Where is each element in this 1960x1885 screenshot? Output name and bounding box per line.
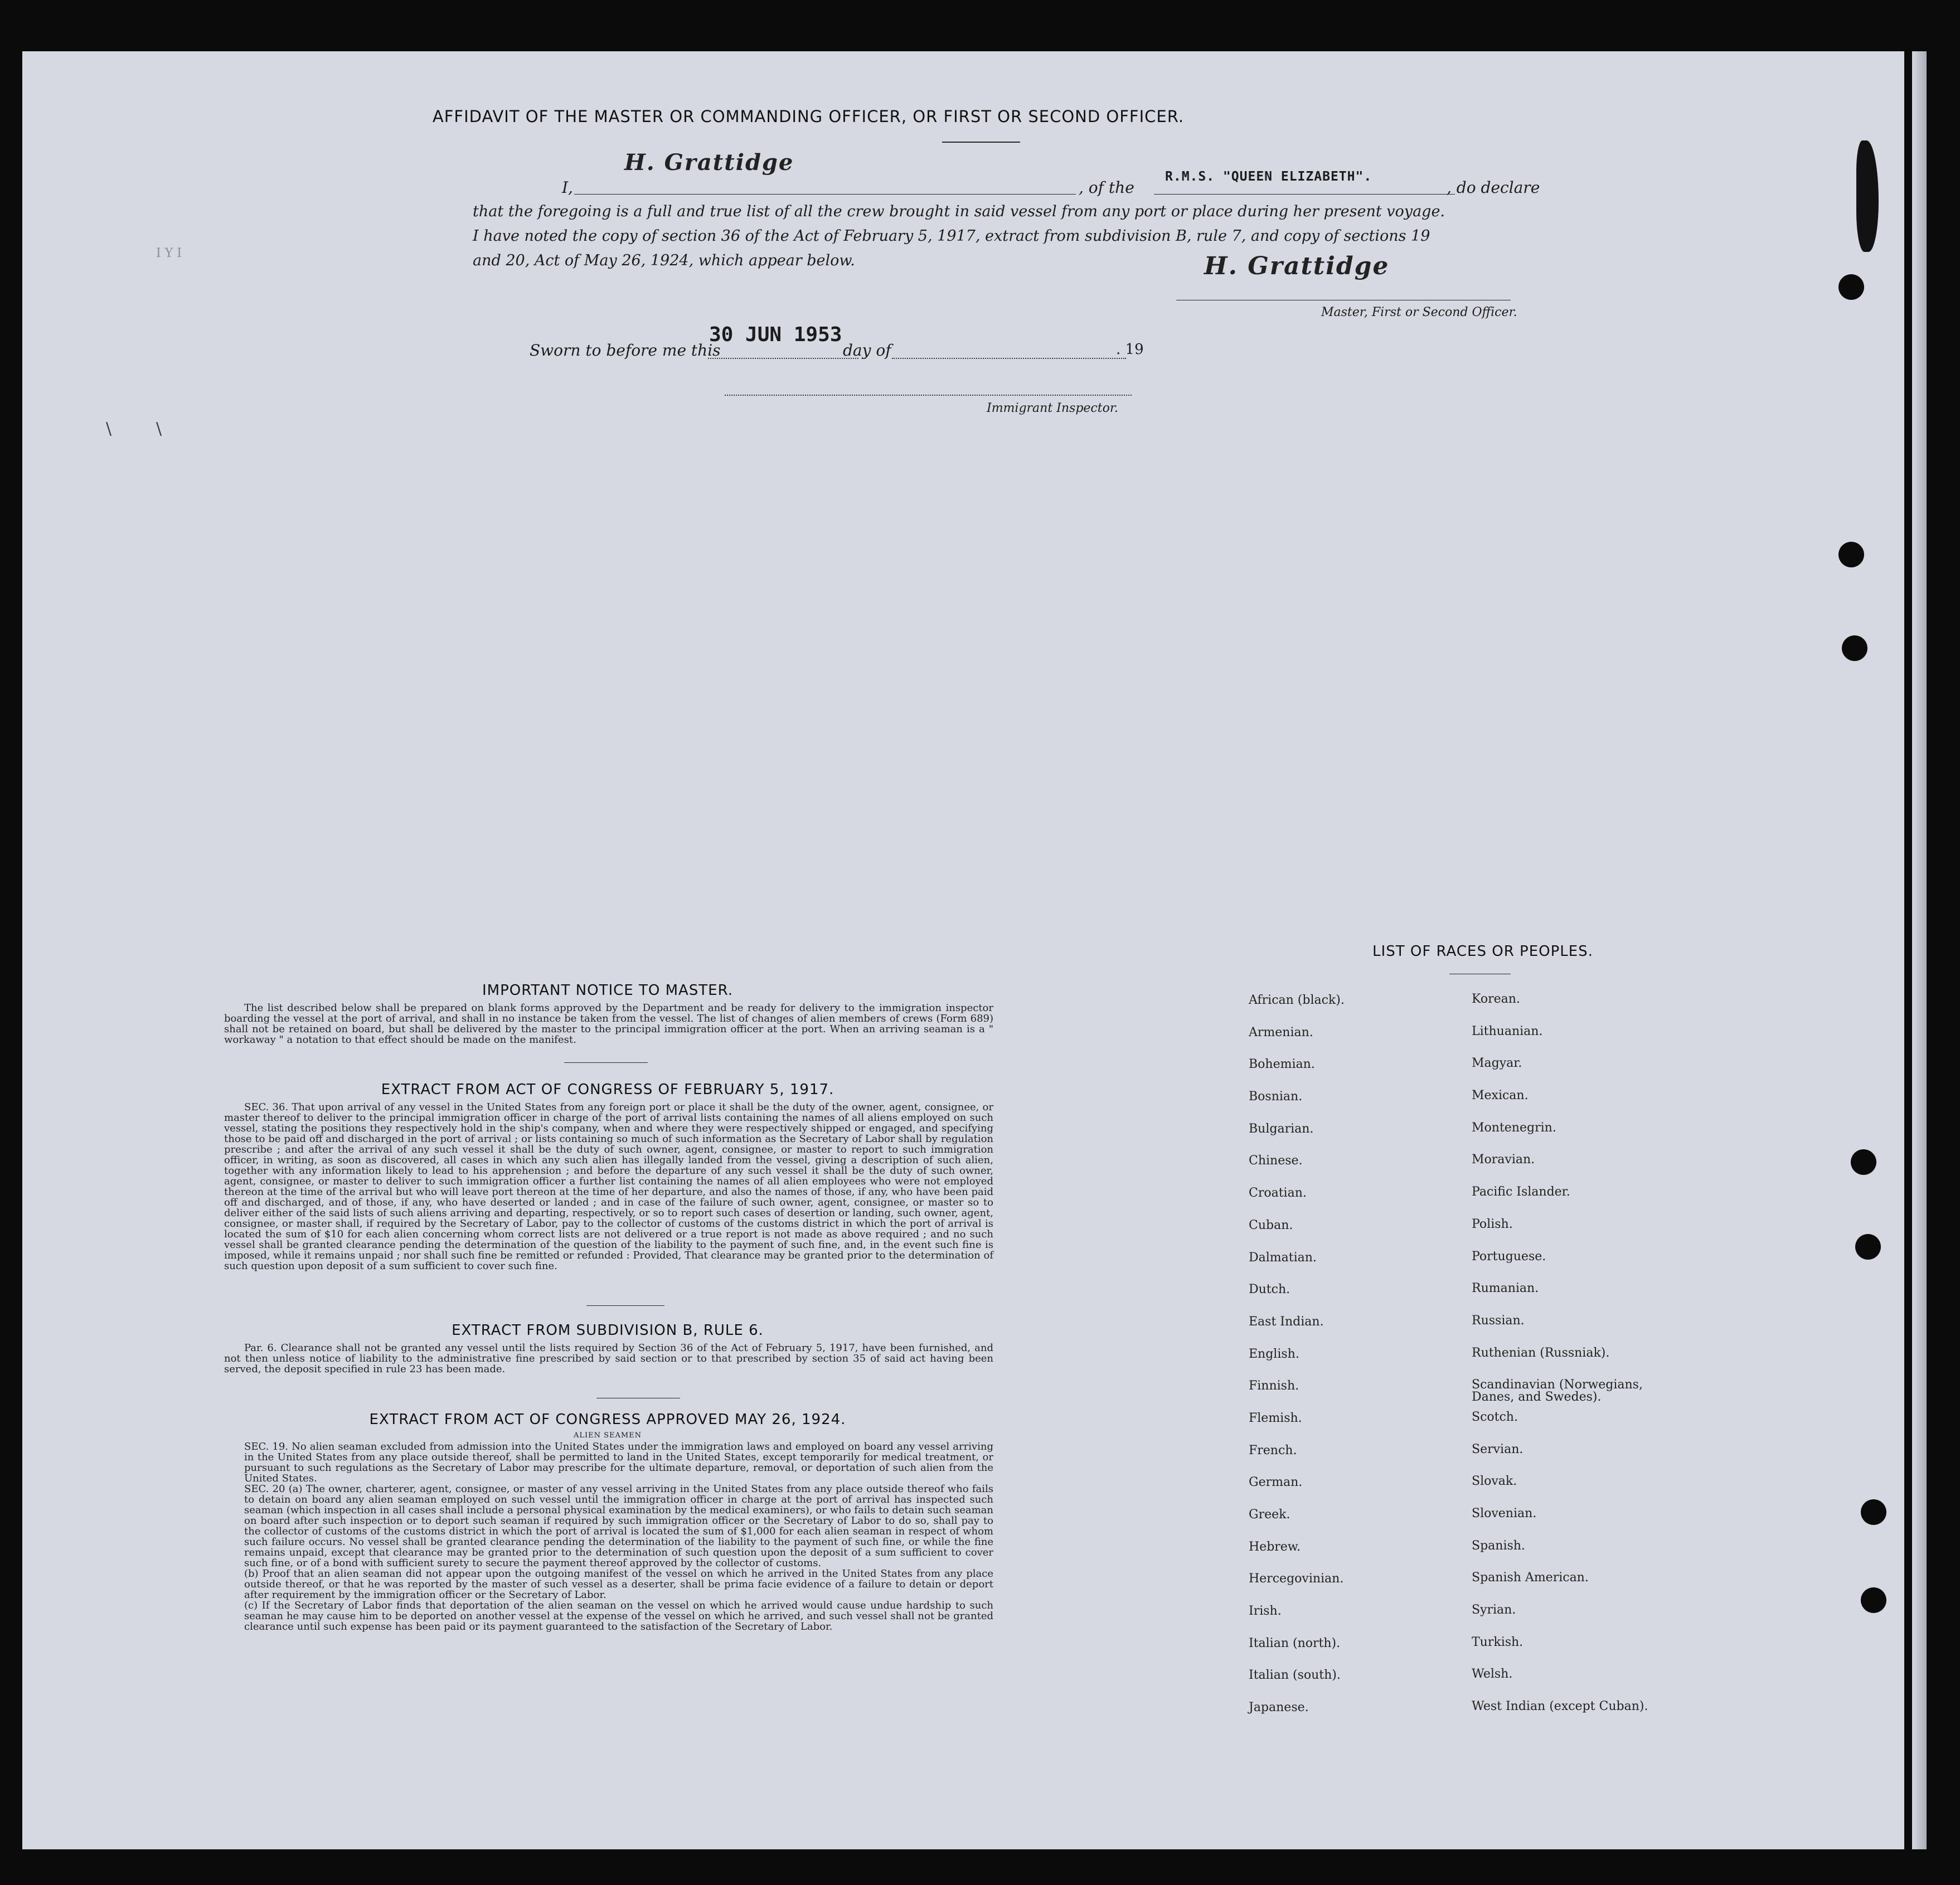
race-row bbox=[1249, 1057, 1750, 1090]
race-name: Rumanian. bbox=[1472, 1281, 1539, 1296]
race-name: Finnish. bbox=[1249, 1379, 1299, 1393]
race-name: Servian. bbox=[1472, 1442, 1524, 1456]
race-name: Bohemian. bbox=[1249, 1057, 1315, 1072]
race-name: Irish. bbox=[1249, 1604, 1282, 1619]
i-label: I, bbox=[562, 178, 573, 197]
race-name: Italian (north). bbox=[1249, 1636, 1341, 1650]
punch-hole bbox=[1855, 1234, 1881, 1260]
race-name: Hebrew. bbox=[1249, 1539, 1301, 1554]
officer-signature: H. Grattidge bbox=[1204, 252, 1390, 280]
race-name: Greek. bbox=[1249, 1508, 1291, 1522]
margin-mark: \ bbox=[156, 419, 162, 439]
inspector-signature-line bbox=[725, 395, 1132, 396]
name-line bbox=[574, 194, 1076, 195]
officer-caption: Master, First or Second Officer. bbox=[1321, 305, 1517, 319]
punch-hole bbox=[1838, 542, 1864, 567]
divider bbox=[564, 1062, 648, 1063]
race-name: Syrian. bbox=[1472, 1603, 1516, 1617]
race-name: Lithuanian. bbox=[1472, 1024, 1543, 1038]
section-19-text: SEC. 19. No alien seaman excluded from admission into the United States under the immigration laws and employed on board any vessel arriving in the United States from any place outside thereof, shall be permitted to land in the United States, except temporarily for medical treatment, or pursuant to such regulations as the Secretary of Labor may prescribe for the ultimate departure, removal, or deportation of such alien from the United States. bbox=[244, 1441, 993, 1484]
declaration-line-3: I have noted the copy of section 36 of the Act of February 5, 1917, extract from subdivision B, rule 7, and copy of sections 19 bbox=[473, 227, 1430, 245]
race-name: Chinese. bbox=[1249, 1154, 1303, 1168]
race-name: Korean. bbox=[1472, 992, 1520, 1006]
punch-hole bbox=[1851, 1149, 1876, 1175]
torn-edge bbox=[1856, 140, 1879, 252]
race-name: Portuguese. bbox=[1472, 1249, 1546, 1264]
race-name: Mexican. bbox=[1472, 1089, 1529, 1103]
day-of-label: day of bbox=[843, 341, 891, 359]
race-name: Spanish American. bbox=[1472, 1571, 1589, 1585]
section-20c-text: (c) If the Secretary of Labor finds that deportation of the alien seaman on the vessel on which he arrived would cause undue hardship to such seaman he may cause him to be deported on another vessel at the expense of the vessel on which he arrived, and such vessel shall not be granted clearance until such expense has been paid or its payment guaranteed to the satisfaction of the Secretary of Labor. bbox=[244, 1600, 993, 1633]
race-name: Polish. bbox=[1472, 1217, 1513, 1231]
notice-title: IMPORTANT NOTICE TO MASTER. bbox=[482, 982, 734, 999]
section-20b-text: (b) Proof that an alien seaman did not appear upon the outgoing manifest of the vessel on which he arrived in the United States from any place outside thereof, or that he was reported by the master of such vessel as a deserter, shall be prima facie evidence of a failure to detain or deport after requirement by the immigration officer or the Secretary of Labor. bbox=[244, 1568, 993, 1601]
divider bbox=[586, 1305, 664, 1306]
race-row bbox=[1249, 1475, 1750, 1508]
race-row bbox=[1249, 1347, 1750, 1379]
race-name: Ruthenian (Russniak). bbox=[1472, 1345, 1610, 1360]
race-name: Italian (south). bbox=[1249, 1668, 1341, 1683]
race-name: Welsh. bbox=[1472, 1667, 1513, 1682]
document-page bbox=[22, 51, 1904, 1849]
race-name: West Indian (except Cuban). bbox=[1472, 1699, 1648, 1714]
race-row bbox=[1249, 1251, 1750, 1283]
race-row bbox=[1249, 1668, 1750, 1701]
section-36-text: SEC. 36. That upon arrival of any vessel in the United States from any foreign port or place it shall be the duty of the owner, agent, consignee, or master thereof to deliver to the principal immigration officer in charge of the port of arrival lists containing the names of all aliens employed on such vessel, stating the positions they respectively hold in the ship's company, when and where they were respectively shipped or engaged, and specifying those to be paid off and discharged in the port of arrival ; or lists containing so much of such information as the Secretary of Labor shall by regulation prescribe ; and after the arrival of any such vessel it shall be the duty of such owner, agent, consignee, or master to report to such immigration officer, in writing, as soon as discovered, all cases in which any such alien has illegally landed from the vessel, giving a description of such alien, together with any information likely to lead to his apprehension ; and before the departure of any such vessel it shall be the duty of such owner, agent, consignee, or master to deliver to such immigration officer a further list containing the names of all alien employees who were not employed thereon at the time of the arrival but who will leave port thereon at the time of her departure, and also the names of those, if any, who have been paid off and discharged, and of those, if any, who have deserted or landed ; and in case of the failure of such owner, agent, consignee, or master so to deliver either of the said lists of such aliens arriving and departing, respectively, or so to report such cases of desertion or landing, such owner, agent, consignee, or master shall, if required by the Secretary of Labor, pay to the collector of customs of the customs district in which the port of arrival is located the sum of $10 for each alien concerning whom correct lists are not delivered or a true report is not made as above required ; and no such vessel shall be granted clearance pending the determination of the question of the liability to the payment of such fine, and, in the event such fine is imposed, while it remains unpaid ; nor shall such fine be remitted or refunded : Provided, That clearance may be granted prior to the determination of such question upon deposit of a sum sufficient to cover such fine. bbox=[224, 1101, 993, 1272]
race-row bbox=[1249, 1315, 1750, 1347]
race-row bbox=[1249, 1218, 1750, 1251]
race-row bbox=[1249, 1636, 1750, 1669]
race-row bbox=[1249, 1701, 1750, 1733]
inspector-caption: Immigrant Inspector. bbox=[987, 401, 1118, 415]
race-name: Scotch. bbox=[1472, 1410, 1518, 1424]
race-name: Scandinavian (Norwegians, Danes, and Swedes). bbox=[1472, 1378, 1643, 1405]
race-row bbox=[1249, 1444, 1750, 1476]
alien-seamen-subtitle: ALIEN SEAMEN bbox=[573, 1431, 642, 1440]
race-name: Spanish. bbox=[1472, 1538, 1525, 1553]
rule-6-title: EXTRACT FROM SUBDIVISION B, RULE 6. bbox=[452, 1322, 764, 1339]
date-stamp: 30 JUN 1953 bbox=[709, 323, 842, 346]
race-name: East Indian. bbox=[1249, 1314, 1324, 1329]
race-row bbox=[1249, 1508, 1750, 1540]
race-row bbox=[1249, 1282, 1750, 1315]
race-name: Bosnian. bbox=[1249, 1090, 1303, 1104]
race-row bbox=[1249, 1379, 1750, 1411]
race-name: Cuban. bbox=[1249, 1218, 1293, 1232]
sworn-day-line bbox=[708, 358, 858, 359]
race-name: Magyar. bbox=[1472, 1056, 1522, 1071]
races-list bbox=[1249, 993, 1750, 1733]
race-row bbox=[1249, 1411, 1750, 1444]
rule-6-body bbox=[224, 1343, 993, 1374]
sworn-month-line bbox=[892, 358, 1126, 359]
punch-hole bbox=[1842, 635, 1867, 661]
race-name: Flemish. bbox=[1249, 1411, 1302, 1425]
race-name: German. bbox=[1249, 1475, 1303, 1490]
rule-6-text: Par. 6. Clearance shall not be granted any vessel until the lists required by Section 36 of the Act of February 5, 1917, have been furnished, and not then unless notice of liability to the administrative fine prescribed by said section or to that prescribed by section 35 of said act having been served, the deposit specified in rule 23 has been made. bbox=[224, 1342, 993, 1375]
race-name: English. bbox=[1249, 1347, 1299, 1361]
race-row bbox=[1249, 1090, 1750, 1122]
officer-signature-name: H. Grattidge bbox=[624, 149, 794, 176]
race-row bbox=[1249, 1122, 1750, 1154]
declaration-line-4: and 20, Act of May 26, 1924, which appear below. bbox=[473, 252, 855, 269]
section-20a-text: SEC. 20 (a) The owner, charterer, agent, consignee, or master of any vessel arriving in the United States from any place outside thereof who fails to detain on board any alien seaman employed on such vessel until the immigration officer in charge at the port of arrival has inspected such seaman (which inspection in all cases shall include a personal physical examination by the medical examiners), or who fails to detain such seaman on board after such inspection or to deport such seaman if required by such immigration officer or the Secretary of Labor to do so, shall pay to the collector of customs of the customs district in which the port of arrival is located the sum of $1,000 for each alien seaman in respect of whom such failure occurs. No vessel shall be granted clearance pending the determination of the liability to the payment of such fine, or while the fine remains unpaid, except that clearance may be granted prior to the determination of such question upon the deposit of a sum sufficient to cover such fine, or of a bond with sufficient surety to secure the payment thereof approved by the collector of customs. bbox=[244, 1483, 993, 1569]
punch-hole bbox=[1838, 274, 1864, 300]
extract-1924-body bbox=[224, 1441, 993, 1632]
race-name: Russian. bbox=[1472, 1313, 1525, 1328]
race-name: French. bbox=[1249, 1443, 1297, 1458]
notice-text: The list described below shall be prepared on blank forms approved by the Department and be ready for delivery to the immigration inspector boarding the vessel at the port of arrival, and shall in no instance be taken from the vessel. The list of changes of alien members of crews (Form 689) shall not be retained on board, but shall be delivered by the master to the principal immigration officer at the port. When an arriving seaman is a " workaway " a notation to that effect should be made on the manifest. bbox=[224, 1002, 993, 1046]
page-edge bbox=[1912, 51, 1927, 1849]
race-name: Pacific Islander. bbox=[1472, 1185, 1570, 1199]
race-name: Dalmatian. bbox=[1249, 1250, 1317, 1265]
race-name: Dutch. bbox=[1249, 1282, 1291, 1297]
extract-1917-title: EXTRACT FROM ACT OF CONGRESS OF FEBRUARY 5, 1917. bbox=[381, 1081, 835, 1098]
race-name: Moravian. bbox=[1472, 1153, 1535, 1167]
do-declare-label: , do declare bbox=[1447, 178, 1540, 197]
race-name: Slovenian. bbox=[1472, 1507, 1537, 1520]
race-row bbox=[1249, 1572, 1750, 1604]
title-rule bbox=[942, 142, 1020, 143]
race-name: Montenegrin. bbox=[1472, 1120, 1556, 1135]
race-name: Bulgarian. bbox=[1249, 1121, 1314, 1136]
race-name: Turkish. bbox=[1472, 1635, 1524, 1649]
vessel-name-stamp: R.M.S. "QUEEN ELIZABETH". bbox=[1165, 169, 1372, 184]
margin-mark: I Y I bbox=[156, 246, 182, 260]
declaration-line-2: that the foregoing is a full and true list of all the crew brought in said vessel from any port or place during her present voyage. bbox=[473, 203, 1445, 220]
margin-mark: \ bbox=[106, 419, 112, 439]
races-title: LIST OF RACES OR PEOPLES. bbox=[1372, 943, 1593, 960]
race-name: Croatian. bbox=[1249, 1186, 1307, 1201]
race-row bbox=[1249, 1186, 1750, 1218]
race-row bbox=[1249, 1154, 1750, 1186]
vessel-line bbox=[1154, 194, 1455, 195]
race-row bbox=[1249, 1540, 1750, 1572]
race-name: Slovak. bbox=[1472, 1474, 1517, 1489]
race-name: Japanese. bbox=[1249, 1701, 1309, 1715]
of-the-label: , of the bbox=[1079, 178, 1134, 197]
race-name: Hercegovinian. bbox=[1249, 1572, 1344, 1586]
extract-1917-body bbox=[224, 1102, 993, 1271]
year-suffix: . 19 bbox=[1116, 341, 1144, 358]
notice-body bbox=[224, 1003, 993, 1045]
race-row bbox=[1249, 1604, 1750, 1636]
extract-1924-title: EXTRACT FROM ACT OF CONGRESS APPROVED MAY 26, 1924. bbox=[369, 1411, 846, 1428]
affidavit-title: AFFIDAVIT OF THE MASTER OR COMMANDING OFFICER, OR FIRST OR SECOND OFFICER. bbox=[432, 107, 1185, 126]
race-row bbox=[1249, 993, 1750, 1026]
punch-hole bbox=[1861, 1499, 1886, 1525]
race-name: African (black). bbox=[1249, 993, 1345, 1007]
race-name: Armenian. bbox=[1249, 1025, 1313, 1039]
race-row bbox=[1249, 1026, 1750, 1058]
sworn-text: Sworn to before me this bbox=[530, 341, 721, 359]
punch-hole bbox=[1861, 1587, 1886, 1613]
